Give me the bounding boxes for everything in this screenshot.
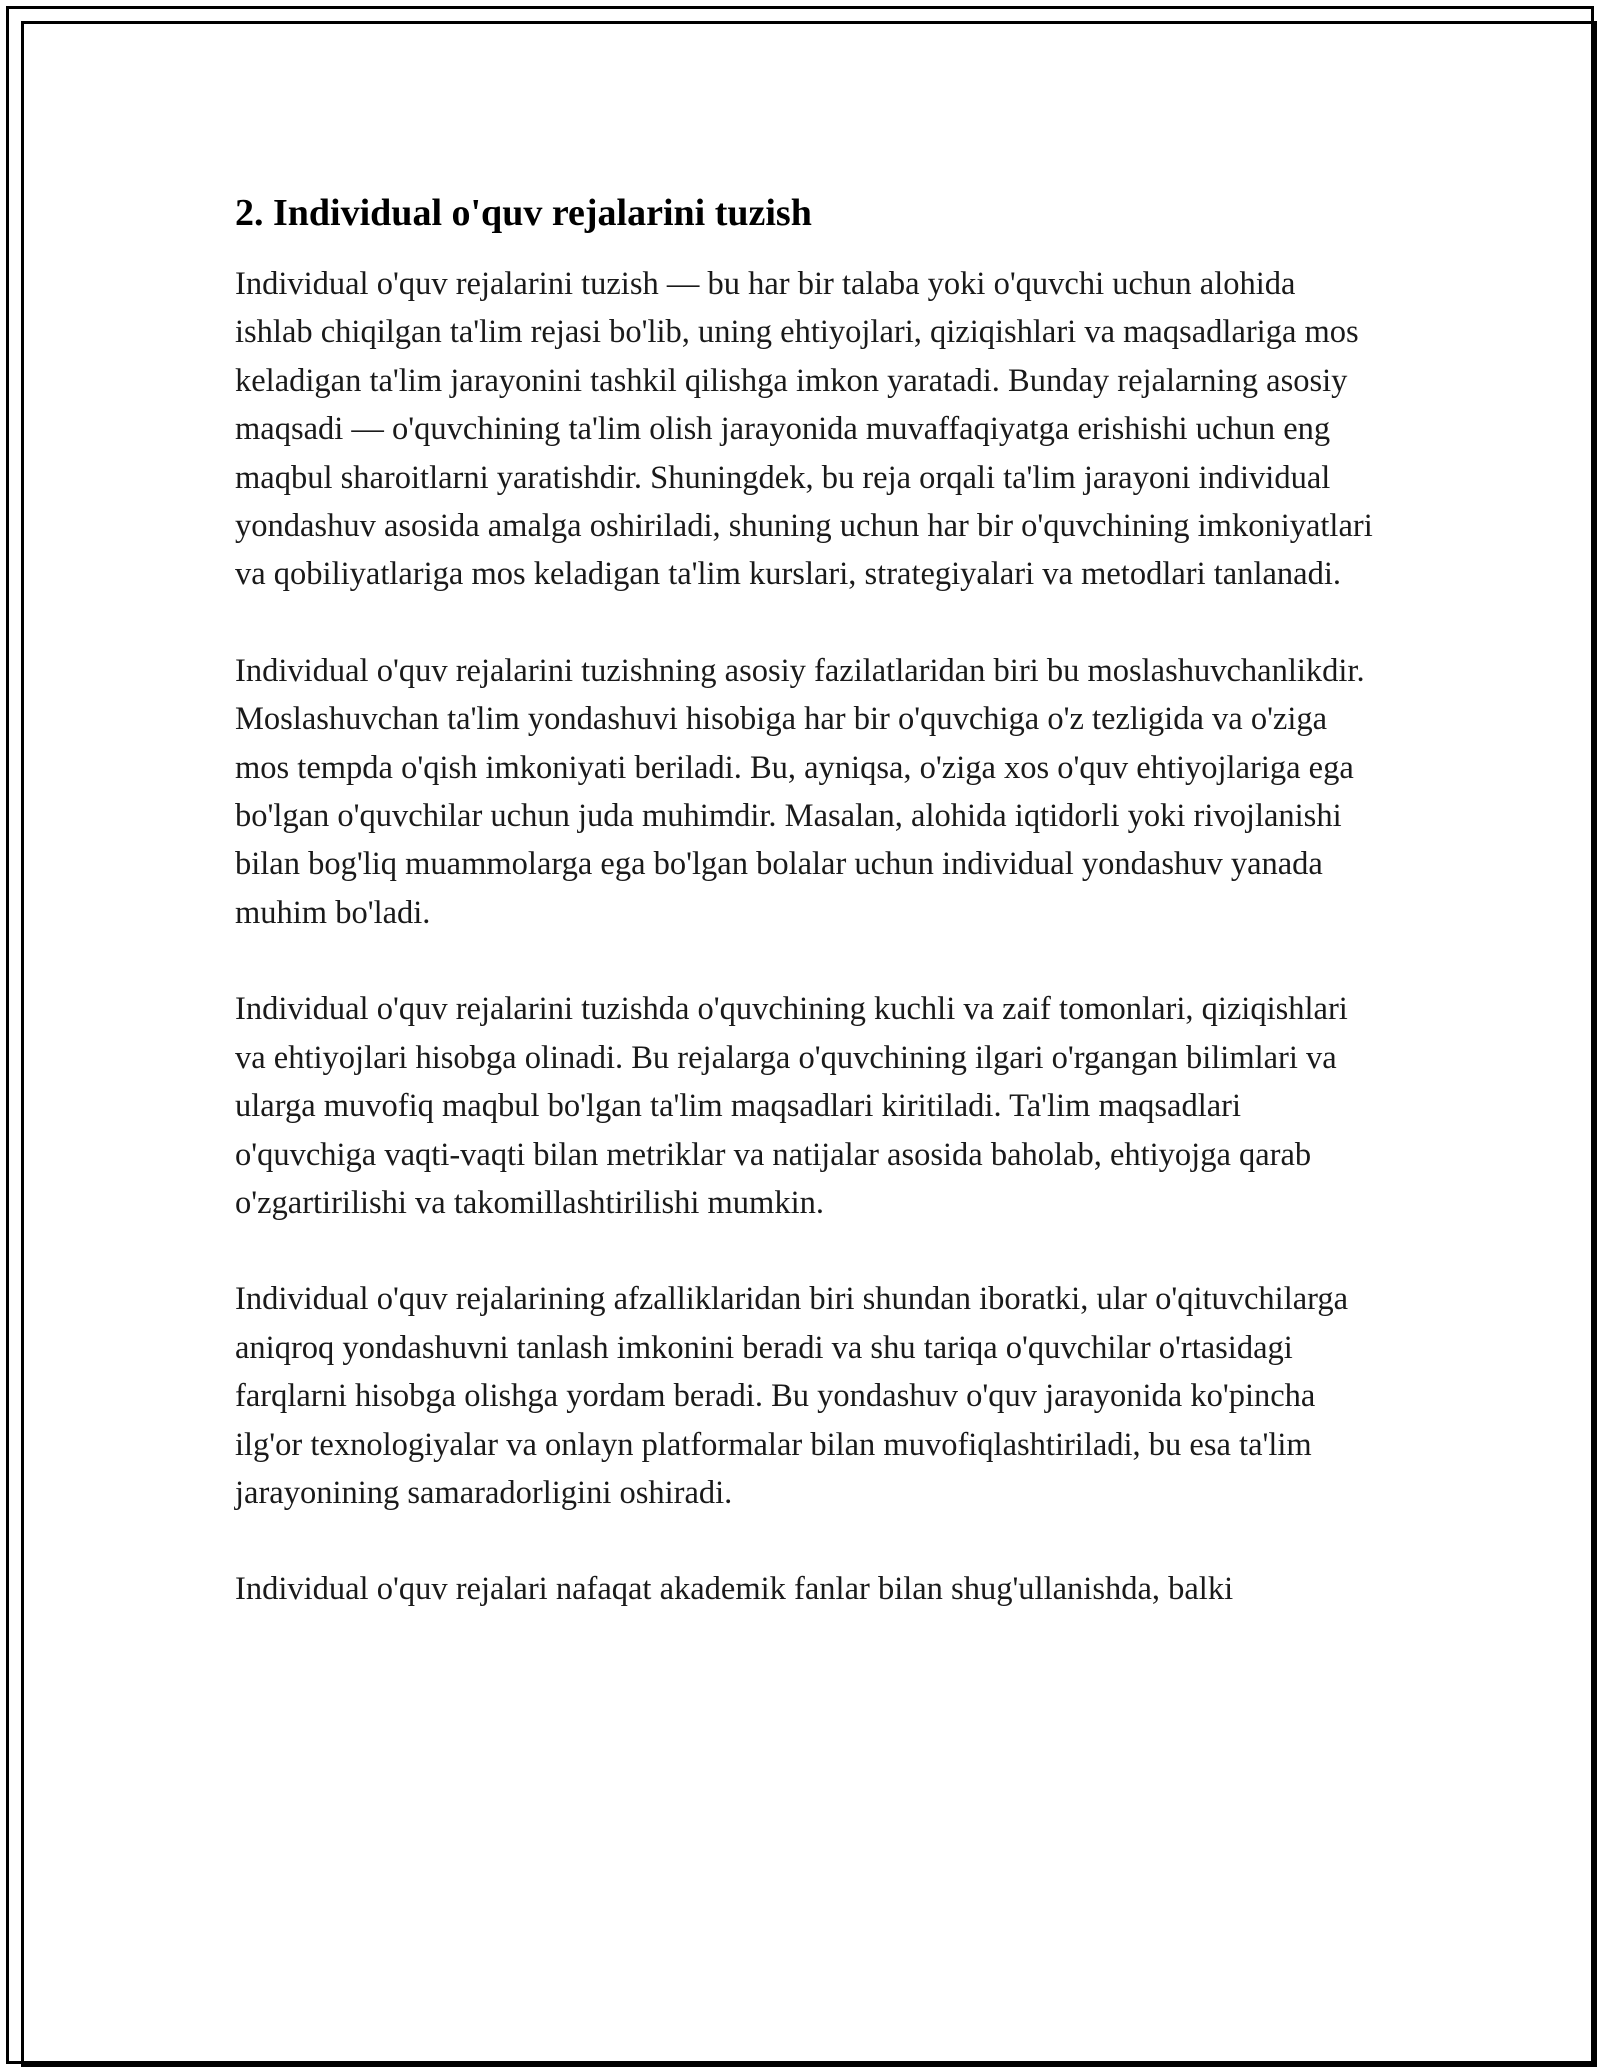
paragraph-2: Individual o'quv rejalarini tuzishning asosiy fazilatlaridan biri bu moslashuvchanlikdir. Moslashuvchan ta'lim yondashuvi hisobiga har bir o'quvchiga o'z tezligida va o'ziga mos tempda o'qish imkoniyati beriladi. Bu, ayniqsa, o'ziga xos o'quv ehtiyojlariga ega bo'lgan o'quvchilar uchun juda muhimdir. Masalan, alohida iqtidorli yoki rivojlanishi bilan bog'liq muammolarga ega bo'lgan bolalar uchun individual yondashuv yanada muhim bo'ladi. xyxy=(235,652,1365,931)
paragraph-4: Individual o'quv rejalarining afzalliklaridan biri shundan iboratki, ular o'qituvchilarga aniqroq yondashuvni tanlash imkonini beradi va shu tariqa o'quvchilar o'rtasidagi farqlarni hisobga olishga yordam beradi. Bu yondashuv o'quv jarayonida ko'pincha ilg'or texnologiyalar va onlayn platformalar bilan muvofiqlashtiriladi, bu esa ta'lim jarayonining samaradorligini oshiradi. xyxy=(235,1281,1349,1511)
section-heading: 2. Individual o'quv rejalarini tuzish xyxy=(235,192,812,234)
paragraph-5: Individual o'quv rejalari nafaqat akademik fanlar bilan shug'ullanishda, balki xyxy=(235,1571,1234,1608)
paragraph-1: Individual o'quv rejalarini tuzish — bu har bir talaba yoki o'quvchi uchun alohida ishlab chiqilgan ta'lim rejasi bo'lib, uning ehtiyojlari, qiziqishlari va maqsadlariga mos keladigan ta'lim jarayonini tashkil qilishga imkon yaratadi. Bunday rejalarning asosiy maqsadi — o'quvchining ta'lim olish jarayonida muvaffaqiyatga erishishi uchun eng maqbul sharoitlarni yaratishdir. Shuningdek, bu reja orqali ta'lim jarayoni individual yondashuv asosida amalga oshiriladi, shuning uchun har bir o'quvchining imkoniyatlari va qobiliyatlariga mos keladigan ta'lim kurslari, strategiyalari va metodlari tanlanadi. xyxy=(235,266,1373,593)
document-body xyxy=(235,186,1375,1662)
paragraph-3: Individual o'quv rejalarini tuzishda o'quvchining kuchli va zaif tomonlari, qiziqishlari va ehtiyojlari hisobga olinadi. Bu rejalarga o'quvchining ilgari o'rgangan bilimlari va ularga muvofiq maqbul bo'lgan ta'lim maqsadlari kiritiladi. Ta'lim maqsadlari o'quvchiga vaqti-vaqti bilan metriklar va natijalar asosida baholab, ehtiyojga qarab o'zgartirilishi va takomillashtirilishi mumkin. xyxy=(235,991,1348,1221)
